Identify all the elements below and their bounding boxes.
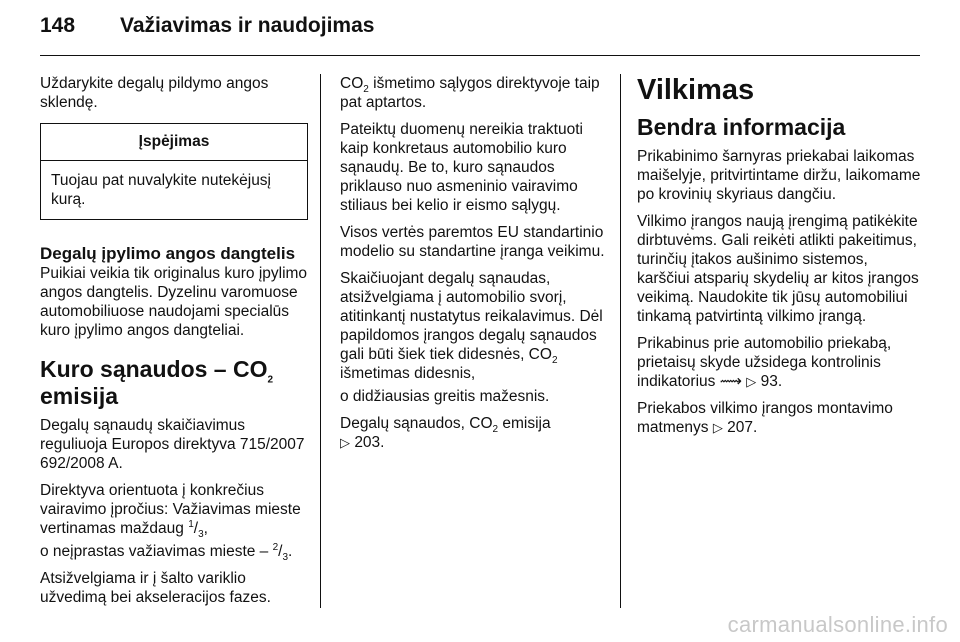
eu-standard-text: Visos vertės paremtos EU standartinio modelio su standartine įranga veikimu. <box>340 224 605 260</box>
page-link[interactable]: 203. <box>354 434 385 451</box>
weight-text: Skaičiuojant degalų sąnaudas, atsižvelgiama į automobilio svorį, atitinkantį nustatytus reikalavimus. Dėl papildomos įrangos degalų sąnaudos gali būti šiek tiek didesnės, $CO_2$ išmetimas didesnis, <box>340 270 603 382</box>
page-link[interactable]: 207. <box>727 419 758 436</box>
page-number: 148 <box>40 14 76 37</box>
calculation-text: Degalų sąnaudų skaičiavimus reguliuoja Europos direktyva 715/2007 692/2008 A. <box>40 417 305 472</box>
column-right <box>637 74 922 445</box>
consumption-heading: Kuro sąnaudos – $CO_2$ emisija <box>40 356 274 409</box>
header-divider <box>40 55 920 56</box>
fuel-cap-text: Puikiai veikia tik originalus kuro įpylimo angos dangtelis. Dyzelinu varomuose automobiliuose naudojami specialūs kuro įpylimo angos dangteliai. <box>40 265 308 339</box>
chapter-title: Važiavimas ir naudojimas <box>120 14 375 37</box>
column-middle <box>340 74 608 460</box>
towing-installation-text: Vilkimo įrangos naują įrengimą patikėkite dirbtuvėms. Gali reikėti atlikti pakeitimus, turinčių įtakos aušinimo sistemos, karščiui atsparių skydelių ar kitos įrangos veikimą. Naudokite tik jūsų automobiliui tinkamą patvirtintą vilkimo įrangą. <box>637 213 919 325</box>
directive-text-2: o neįprastas važiavimas mieste – $^2/_3$. <box>40 541 293 564</box>
warning-title: Įspėjimas <box>41 124 307 161</box>
xref-arrow-icon: ▷ <box>712 420 723 435</box>
max-speed-text: o didžiausias greitis mažesnis. <box>340 388 550 405</box>
warning-text: Tuojau pat nuvalykite nutekėjusį kurą. <box>51 172 272 208</box>
xref-arrow-icon: ▷ <box>746 374 757 389</box>
directive-text: Direktyva orientuota į konkrečius vairavimo įpročius: Važiavimas mieste vertinamas maždaug $^1/_3$, <box>40 482 301 541</box>
trailer-indicator-text: Prikabinus prie automobilio priekabą, prietaisų skyde užsidega kontrolinis indikatorius ⟿ ▷ 93. <box>637 335 892 390</box>
hitch-storage-text: Prikabinimo šarnyras priekabai laikomas maišelyje, pritvirtintame diržu, laikomame po krovinių skyriaus dangčiu. <box>637 148 921 203</box>
warning-box <box>40 123 308 220</box>
column-divider-1 <box>320 74 321 608</box>
page-header <box>40 14 920 50</box>
general-info-heading: Bendra informacija <box>637 114 846 140</box>
xref-arrow-icon: ▷ <box>340 435 350 450</box>
mounting-dimensions-text: Priekabos vilkimo įrangos montavimo matmenys ▷ 207. <box>637 400 893 436</box>
fuel-cap-heading: Degalų įpylimo angos dangtelis <box>40 244 296 263</box>
co2-conditions-text: $CO_2$ išmetimo sąlygos direktyvoje taip pat aptartos. <box>340 75 600 111</box>
fuel-flap-text: Uždarykite degalų pildymo angos sklendę. <box>40 75 269 111</box>
column-left <box>40 74 308 615</box>
cold-start-text: Atsižvelgiama ir į šalto variklio užvedimą bei akseleracijos fazes. <box>40 570 271 606</box>
trailer-indicator-icon: ⟿ <box>719 373 742 390</box>
column-divider-2 <box>620 74 621 608</box>
data-disclaimer-text: Pateiktų duomenų nereikia traktuoti kaip konkretaus automobilio kuro sąnaudų. Be to, kuro sąnaudos priklauso nuo asmeninio vairavimo stiliaus bei kelio ir eismo sąlygų. <box>340 121 583 214</box>
consumption-ref: Degalų sąnaudos, $CO_2$ emisija ▷ 203. <box>340 415 551 451</box>
page-link[interactable]: 93. <box>760 373 783 390</box>
towing-heading: Vilkimas <box>637 74 755 106</box>
watermark: carmanualsonline.info <box>727 612 948 637</box>
